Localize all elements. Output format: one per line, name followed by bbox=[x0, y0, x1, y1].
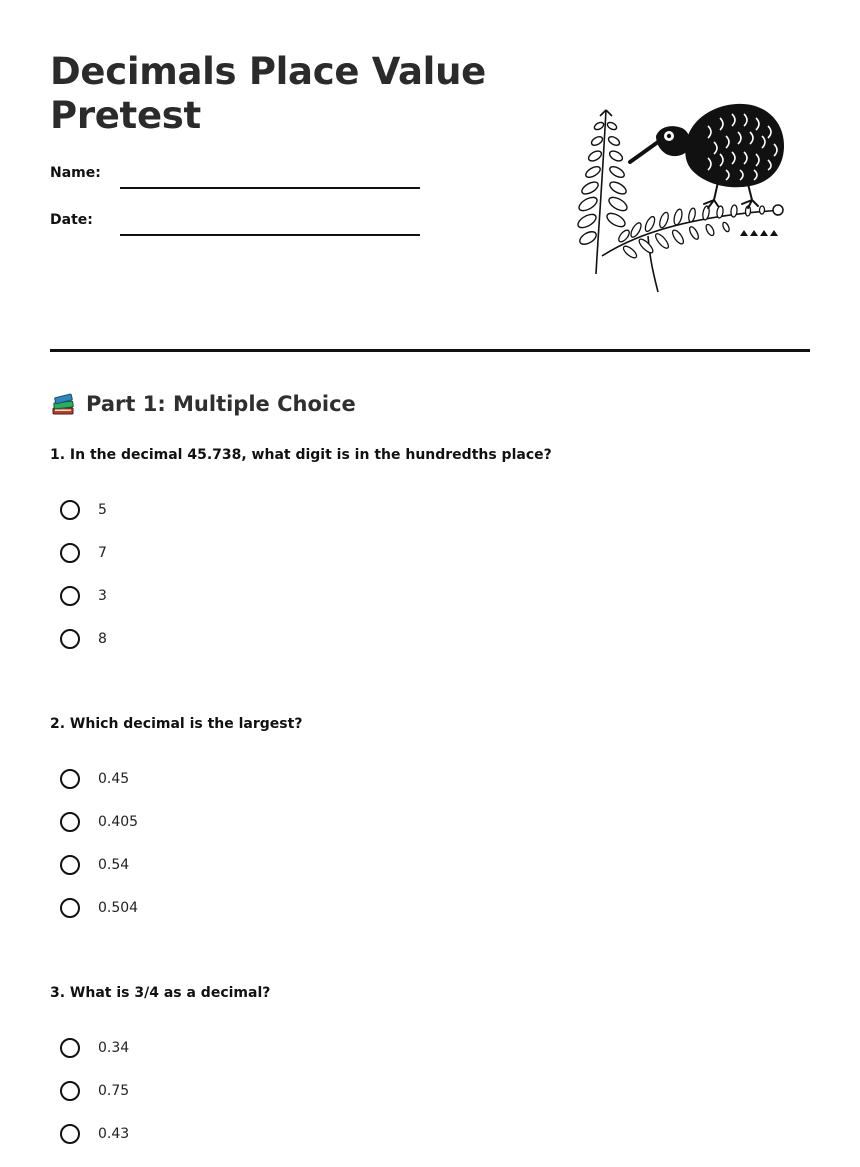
answer-options bbox=[60, 1038, 129, 1167]
answer-option[interactable] bbox=[60, 1081, 129, 1124]
question-text: 2. Which decimal is the largest? bbox=[50, 716, 303, 732]
question-text: 3. What is 3/4 as a decimal? bbox=[50, 985, 271, 1001]
answer-option[interactable] bbox=[60, 1038, 129, 1081]
name-label: Name: bbox=[50, 165, 101, 181]
option-label: 0.45 bbox=[98, 771, 130, 787]
option-label: 0.504 bbox=[98, 900, 139, 916]
radio-button[interactable] bbox=[60, 586, 80, 606]
option-label: 3 bbox=[98, 588, 107, 604]
option-label: 0.54 bbox=[98, 857, 130, 873]
answer-option[interactable] bbox=[60, 543, 107, 586]
kiwi-fern-icon bbox=[568, 96, 790, 296]
radio-button[interactable] bbox=[60, 855, 80, 875]
radio-button[interactable] bbox=[60, 1124, 80, 1144]
option-label: 0.43 bbox=[98, 1126, 130, 1142]
question-1 bbox=[50, 445, 810, 647]
section-divider bbox=[50, 349, 810, 352]
answer-option[interactable] bbox=[60, 629, 107, 672]
answer-option[interactable] bbox=[60, 500, 107, 543]
answer-options bbox=[60, 769, 138, 941]
books-icon bbox=[50, 391, 76, 417]
radio-button[interactable] bbox=[60, 500, 80, 520]
page-title: Decimals Place Value Pretest bbox=[50, 50, 486, 137]
answer-option[interactable] bbox=[60, 769, 138, 812]
date-line[interactable] bbox=[120, 234, 420, 236]
option-label: 8 bbox=[98, 631, 107, 647]
radio-button[interactable] bbox=[60, 812, 80, 832]
answer-option[interactable] bbox=[60, 898, 138, 941]
date-label: Date: bbox=[50, 212, 93, 228]
answer-option[interactable] bbox=[60, 855, 138, 898]
option-label: 5 bbox=[98, 502, 107, 518]
question-text: 1. In the decimal 45.738, what digit is in the hundredths place? bbox=[50, 447, 552, 463]
name-field[interactable] bbox=[50, 162, 430, 192]
section-heading bbox=[50, 388, 356, 420]
radio-button[interactable] bbox=[60, 1038, 80, 1058]
radio-button[interactable] bbox=[60, 1081, 80, 1101]
question-3 bbox=[50, 983, 810, 1142]
option-label: 0.405 bbox=[98, 814, 139, 830]
radio-button[interactable] bbox=[60, 898, 80, 918]
radio-button[interactable] bbox=[60, 543, 80, 563]
date-field[interactable] bbox=[50, 209, 430, 239]
question-2 bbox=[50, 714, 810, 916]
option-label: 7 bbox=[98, 545, 107, 561]
radio-button[interactable] bbox=[60, 629, 80, 649]
answer-option[interactable] bbox=[60, 586, 107, 629]
radio-button[interactable] bbox=[60, 769, 80, 789]
answer-option[interactable] bbox=[60, 812, 138, 855]
option-label: 0.34 bbox=[98, 1040, 130, 1056]
answer-options bbox=[60, 500, 107, 672]
name-line[interactable] bbox=[120, 187, 420, 189]
option-label: 0.75 bbox=[98, 1083, 130, 1099]
section-title: Part 1: Multiple Choice bbox=[86, 392, 356, 416]
